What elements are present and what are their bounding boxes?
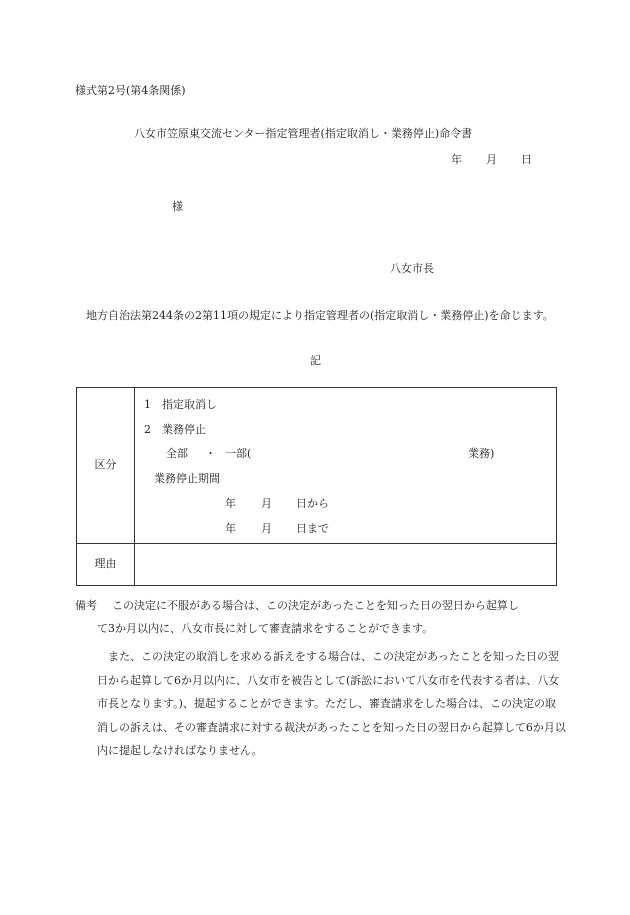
scope-close: 業務) [468,447,495,460]
addressee: 様 [172,200,183,213]
scope-part: 一部( [225,447,252,460]
from-month: 月 [261,497,272,510]
section-label: 区分 [77,388,135,544]
period-label: 業務停止期間 [154,472,220,485]
scope-separator: ・ [205,447,216,460]
table-row [77,388,557,544]
table-row [77,544,557,586]
reason-field [135,544,557,586]
order-table [76,387,557,586]
to-month: 月 [261,522,272,535]
option-revocation: 1 指定取消し [144,398,217,411]
date-month: 月 [486,153,497,166]
document-title: 八女市笠原東交流センター指定管理者(指定取消し・業務停止)命令書 [134,127,473,140]
scope-all: 全部 [166,447,188,460]
note-1-line-2: て3か月以内に、八女市長に対して審査請求をすることができます。 [97,622,434,635]
form-number: 様式第2号(第4条関係) [75,84,186,97]
from-year: 年 [225,497,236,510]
body-text: 地方自治法第244条の2第11項の規定により指定管理者の(指定取消し・業務停止)を命じます。 [86,309,554,322]
from-day: 日から [296,497,329,510]
note-1-line-1: この決定に不服がある場合は、この決定があったことを知った日の翌日から起算し [112,599,519,612]
issuer: 八女市長 [390,262,434,275]
ki-heading: 記 [310,354,321,367]
notes-label: 備考 [75,599,97,612]
to-year: 年 [225,522,236,535]
note-2: また、この決定の取消しを求める訴えをする場合は、この決定があったことを知った日の翌日から起算して6か月以内に、八女市を被告として(訴訟において八女市を代表する者は、八女市長となります。)、提起することができます。ただし、審査請求をした場合は、この決定の取消しの訴えは、その審査請求に対する裁決があったことを知った日の翌日から起算して6か月以内に提起しなければなりません。 [97,650,566,757]
section-detail [135,388,557,544]
to-day: 日まで [296,522,329,535]
reason-label: 理由 [77,544,135,586]
date-day: 日 [521,153,532,166]
date-year: 年 [451,153,462,166]
option-suspension: 2 業務停止 [144,423,206,436]
issue-date [451,153,532,167]
